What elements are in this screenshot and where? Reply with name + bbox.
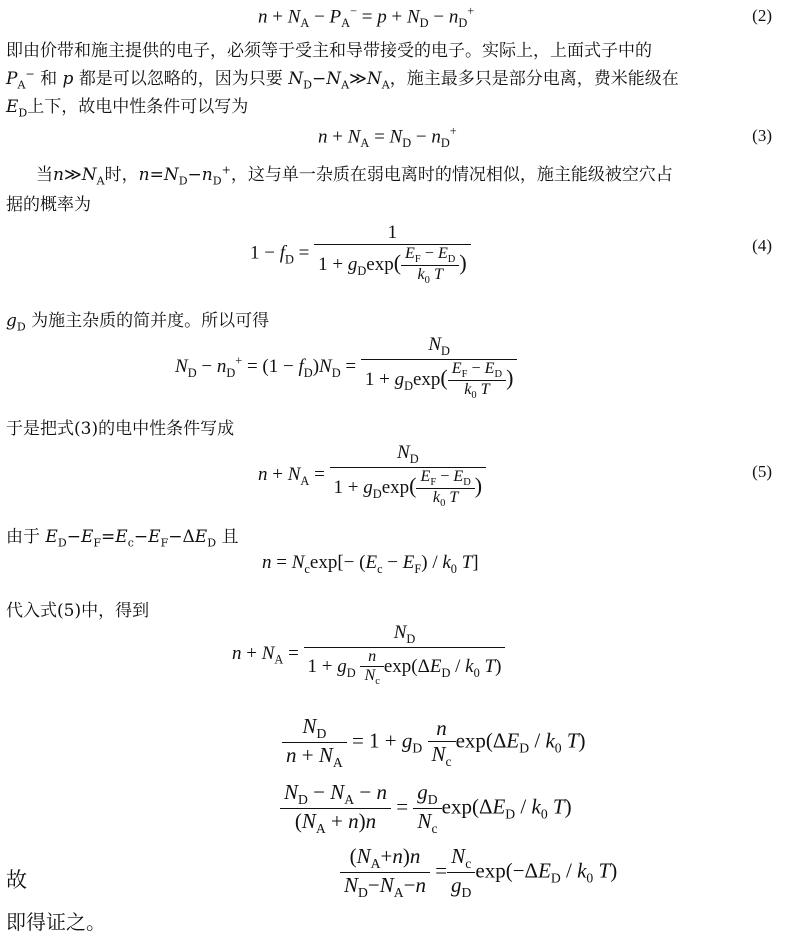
paragraph-line: $g_D$ 为施主杂质的简并度。所以可得 — [6, 311, 270, 334]
paragraph-line: 当$n≫N_A$时，$n=N_D-n_D^+$，这与单一杂质在弱电离时的情况相似，施主能级被空穴占 — [36, 163, 673, 188]
equation-number-2: (2) — [752, 6, 772, 25]
paragraph-line: 据的概率为 — [6, 195, 91, 215]
equation-step-3: $\frac{(N_A+n)n}{N_D-N_A-n}$ = $\frac{N_c}{g_D}$ $\exp(-\Delta E_D / k_0$ T) — [340, 844, 617, 901]
paragraph-line: $P_A^-$ 和 p 都是可以忽略的，因为只要 $N_D-N_A≫N_A$，施主最多只是部分电离，费米能级在 — [6, 67, 679, 92]
text-fragment: 当 — [36, 165, 53, 185]
paragraph-line: 代入式(5)中，得到 — [6, 601, 150, 621]
equation-3: $n + N_A = N_D - n_D^+$ — [318, 124, 457, 151]
text-fragment: 且 — [221, 527, 239, 547]
equation-number-5: (5) — [752, 462, 772, 481]
text-fragment: 为施主杂质的简并度。所以可得 — [31, 311, 270, 331]
text-fragment: 和 — [40, 69, 58, 89]
paragraph-line: 由于 $E_D-E_F=E_c-E_F-\Delta E_D$ 且 — [6, 527, 239, 550]
equation-number-3: (3) — [752, 126, 772, 145]
text-fragment: ，施主最多只是部分电离，费米能级在 — [389, 69, 679, 89]
conclusion-word: 故 — [6, 868, 27, 892]
equation-substituted: $n + N_A$ = $N_D$ $1 + g_D$ $\frac{n}{N_c}$ $\exp(\Delta E_D / k_0$ T) — [232, 622, 505, 687]
final-line: 即得证之。 — [6, 910, 106, 934]
equation-n: $n = N_c\exp[- (E_c - E_F) / k_0$ T] — [262, 552, 479, 576]
text-fragment: 时， — [104, 165, 139, 185]
equation-number-4: (4) — [752, 236, 772, 255]
text-fragment: 都是可以忽略的，因为只要 — [78, 69, 283, 89]
paragraph-line: $E_D$上下，故电中性条件可以写为 — [6, 97, 249, 120]
equation-donor-ionized: $N_D - n_D^+ = (1 - f_D)N_D$ = $N_D$ $1 + g_D\exp$( $\frac{E_F - E_D}{k_0 T}$ ) — [175, 334, 517, 401]
text-fragment: 上下，故电中性条件可以写为 — [27, 97, 249, 117]
paragraph-line: 于是把式(3)的电中性条件写成 — [6, 419, 235, 439]
equation-step-1: $\frac{N_D}{n + N_A}$ = $1 + g_D$ $\frac{n}{N_c}$ $\exp(\Delta E_D / k_0$ T) — [282, 714, 586, 771]
paragraph-line: 即由价带和施主提供的电子，必须等于受主和导带接受的电子。实际上，上面式子中的 — [6, 41, 652, 61]
text-fragment: 由于 — [6, 527, 40, 547]
equation-2: $n + N_A - P_A^- = p + N_D - n_D^+$ — [258, 4, 475, 31]
equation-step-2: $\frac{N_D - N_A - n}{(N_A + n)n}$ = $\frac{g_D}{N_c}$ $\exp(\Delta E_D / k_0$ T) — [280, 780, 572, 837]
text-fragment: ，这与单一杂质在弱电离时的情况相似，施主能级被空穴占 — [230, 165, 673, 185]
equation-5: $n + N_A$ = $N_D$ $1 + g_D\exp$( $\frac{E_F - E_D}{k_0 T}$ ) — [258, 442, 486, 509]
equation-4: $1 - f_D$ = 1 $1 + g_D\exp$( $\frac{E_F - E_D}{k_0 T}$ ) — [250, 222, 471, 286]
